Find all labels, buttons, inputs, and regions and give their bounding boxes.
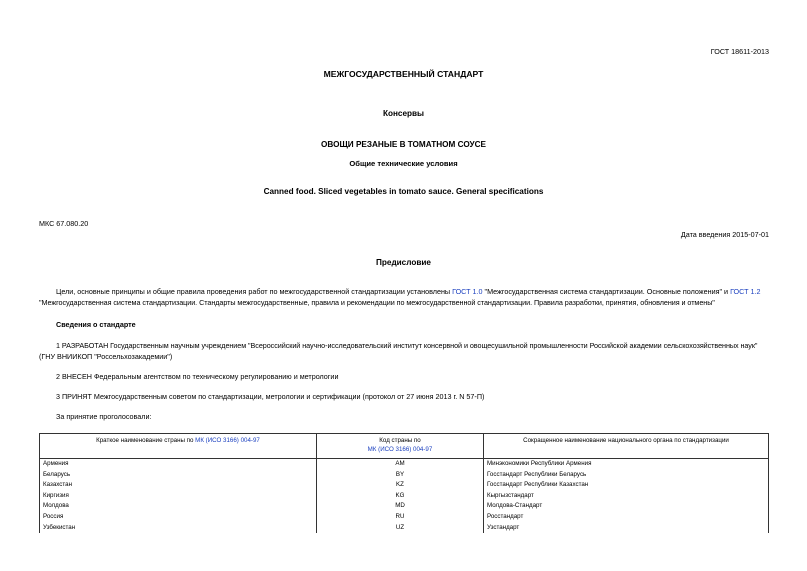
table-row xyxy=(40,470,769,481)
item-1-line2: (ГНУ ВНИИКОП "Россельхозакадемии") xyxy=(39,352,173,361)
code-cell: MD xyxy=(317,501,484,512)
document-code: ГОСТ 18611-2013 xyxy=(710,47,769,56)
table-row xyxy=(40,512,769,523)
table-header-row xyxy=(40,434,769,459)
body-cell: Минэкономики Республики Армения xyxy=(484,459,769,470)
column-header-country: Краткое наименование страны по МК (ИСО 3166) 004-97 xyxy=(40,434,317,459)
country-cell: Армения xyxy=(40,459,317,470)
table-row xyxy=(40,459,769,470)
item-3: 3 ПРИНЯТ Межгосударственным советом по стандартизации, метрологии и сертификации (протокол от 27 июня 2013 г. N 57-П) xyxy=(56,392,485,401)
preface-text: Цели, основные принципы и общие правила проведения работ по межгосударственной стандартизации установлены xyxy=(56,287,453,296)
column-header-code: Код страны по МК (ИСО 3166) 004-97 xyxy=(317,434,484,459)
country-cell: Россия xyxy=(40,512,317,523)
code-cell: UZ xyxy=(317,523,484,534)
body-cell: Кыргызстандарт xyxy=(484,491,769,502)
code-cell: KZ xyxy=(317,480,484,491)
english-title: Canned food. Sliced vegetables in tomato sauce. General specifications xyxy=(263,187,544,196)
preface-paragraph-line1 xyxy=(56,287,760,296)
gost-1-0-link[interactable]: ГОСТ 1.0 xyxy=(452,287,483,296)
preface-heading: Предисловие xyxy=(376,258,431,267)
country-cell: Беларусь xyxy=(40,470,317,481)
table-row xyxy=(40,480,769,491)
body-cell: Госстандарт Республики Беларусь xyxy=(484,470,769,481)
voted-label: За принятие проголосовали: xyxy=(56,412,152,421)
body-cell: Госстандарт Республики Казахстан xyxy=(484,480,769,491)
standard-name: ОВОЩИ РЕЗАНЫЕ В ТОМАТНОМ СОУСЕ xyxy=(321,140,486,149)
country-cell: Узбекистан xyxy=(40,523,317,534)
code-cell: BY xyxy=(317,470,484,481)
country-cell: Молдова xyxy=(40,501,317,512)
table-row xyxy=(40,523,769,534)
standard-type-heading: МЕЖГОСУДАРСТВЕННЫЙ СТАНДАРТ xyxy=(323,69,484,79)
standard-subtitle: Общие технические условия xyxy=(349,159,458,168)
mks-code: МКС 67.080.20 xyxy=(39,219,89,228)
standard-info-heading: Сведения о стандарте xyxy=(56,320,136,329)
mk-iso-link[interactable]: МК (ИСО 3166) 004-97 xyxy=(195,437,260,444)
table-row xyxy=(40,501,769,512)
country-cell: Казахстан xyxy=(40,480,317,491)
table-row xyxy=(40,491,769,502)
preface-text: "Межгосударственная система стандартизации. Основные положения" и xyxy=(482,287,731,296)
body-cell: Молдова-Стандарт xyxy=(484,501,769,512)
preface-paragraph-line2: "Межгосударственная система стандартизации. Стандарты межгосударственные, правила и рекомендации по межгосударственной стандартизации. Правила разработки, принятия, обновления и отмены" xyxy=(39,298,715,307)
code-cell: KG xyxy=(317,491,484,502)
code-cell: RU xyxy=(317,512,484,523)
item-2: 2 ВНЕСЕН Федеральным агентством по техническому регулированию и метрологии xyxy=(56,372,339,381)
item-1-line1: 1 РАЗРАБОТАН Государственным научным учреждением "Всероссийский научно-исследовательский институт консервной и овощесушильной промышленности Российской академии сельскохозяйственных наук" xyxy=(56,341,758,350)
gost-1-2-link[interactable]: ГОСТ 1.2 xyxy=(730,287,761,296)
body-cell: Росстандарт xyxy=(484,512,769,523)
column-header-body: Сокращенное наименование национального органа по стандартизации xyxy=(484,434,769,459)
category-title: Консервы xyxy=(382,109,425,118)
intro-date: Дата введения 2015-07-01 xyxy=(680,230,769,239)
body-cell: Узстандарт xyxy=(484,523,769,534)
code-cell: AM xyxy=(317,459,484,470)
country-cell: Киргизия xyxy=(40,491,317,502)
countries-table xyxy=(39,433,769,533)
mk-iso-link[interactable]: МК (ИСО 3166) 004-97 xyxy=(367,446,433,453)
